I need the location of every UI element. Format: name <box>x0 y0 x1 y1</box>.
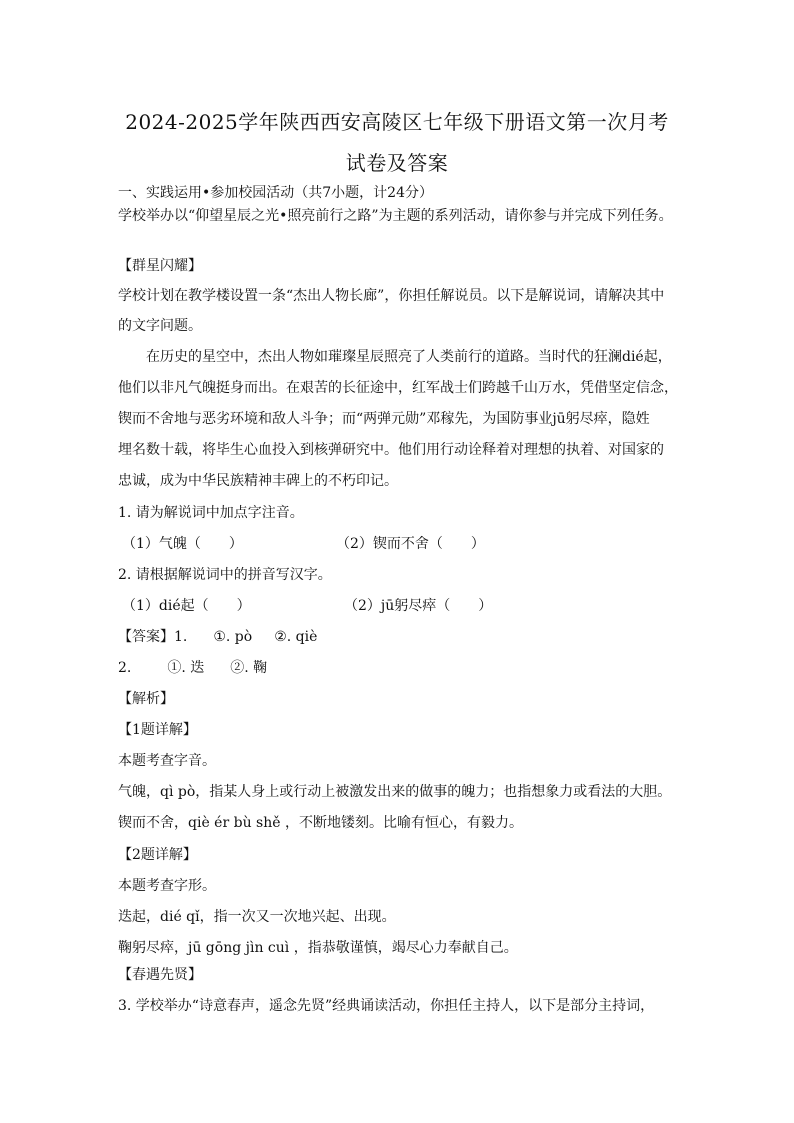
question-2-item-b: （2）jū躬尽瘁（ ） <box>344 598 493 614</box>
analysis-q1-line-2: 气魄，qì pò，指某人身上或行动上被激发出来的做事的魄力；也指想象力或看法的大胆。 <box>118 784 672 800</box>
task-text-line-1: 学校计划在教学楼设置一条“杰出人物长廊”，你担任解说员。以下是解说词，请解决其中 <box>118 288 665 304</box>
answer-line-2 <box>118 659 267 677</box>
answer-2-a: ①. 迭 <box>167 660 205 676</box>
analysis-q1-line-3: 锲而不舍，qiè ér bù shě ，不断地镂刻。比喻有恒心，有毅力。 <box>118 815 523 831</box>
section-intro: 学校举办以“仰望星辰之光•照亮前行之路”为主题的系列活动，请你参与并完成下列任务。 <box>118 208 673 224</box>
analysis-q2-heading: 【2题详解】 <box>118 847 197 863</box>
part-heading-stars: 【群星闪耀】 <box>118 258 202 274</box>
question-1-item-b: （2）锲而不舍（ ） <box>336 536 485 552</box>
passage-line-4: 埋名数十载，将毕生心血投入到核弹研究中。他们用行动诠释着对理想的执着、对国家的 <box>118 442 664 458</box>
question-3-line: 3. 学校举办“诗意春声，遥念先贤”经典诵读活动，你担任主持人，以下是部分主持词， <box>118 998 655 1014</box>
passage-line-1: 在历史的星空中，杰出人物如璀璨星辰照亮了人类前行的道路。当时代的狂澜dié起， <box>146 349 672 365</box>
answer-1-number: 1. <box>174 629 188 645</box>
question-2-item-a: （1）dié起（ ） <box>122 598 251 614</box>
answer-line-1 <box>118 628 317 646</box>
part-heading-spring: 【春遇先贤】 <box>118 967 202 983</box>
question-1-stem: 1. 请为解说词中加点字注音。 <box>118 505 304 521</box>
passage-line-3: 锲而不舍地与恶劣环境和敌人斗争；而“两弹元勋”邓稼先，为国防事业jū躬尽瘁，隐姓 <box>118 411 650 427</box>
analysis-q2-line-2: 迭起，dié qǐ，指一次又一次地兴起、出现。 <box>118 909 396 925</box>
task-text-line-2: 的文字问题。 <box>118 318 202 334</box>
passage-line-2: 他们以非凡气魄挺身而出。在艰苦的长征途中，红军战士们跨越千山万水，凭借坚定信念， <box>118 380 678 396</box>
analysis-q2-line-3: 鞠躬尽瘁，jū gōng jìn cuì ，指恭敬谨慎，竭尽心力奉献自己。 <box>118 940 518 956</box>
analysis-q2-line-1: 本题考查字形。 <box>118 878 216 894</box>
document-title-line-1: 2024-2025学年陕西西安高陵区七年级下册语文第一次月考 <box>125 110 669 134</box>
answer-2-number: 2. <box>118 660 132 676</box>
question-2-stem: 2. 请根据解说词中的拼音写汉字。 <box>118 567 332 583</box>
question-1-item-a: （1）气魄（ ） <box>122 536 243 552</box>
answer-2-b: ②. 鞠 <box>230 660 268 676</box>
answer-label: 【答案】 <box>118 629 174 645</box>
analysis-heading: 【解析】 <box>118 691 174 707</box>
analysis-q1-heading: 【1题详解】 <box>118 722 197 738</box>
analysis-q1-line-1: 本题考查字音。 <box>118 753 216 769</box>
document-title-line-2: 试卷及答案 <box>345 151 449 175</box>
passage-line-5: 忠诚，成为中华民族精神丰碑上的不朽印记。 <box>118 473 398 489</box>
answer-1-b: ②. qiè <box>274 629 318 645</box>
section-heading: 一、实践运用•参加校园活动（共7小题，计24分） <box>118 185 433 201</box>
answer-1-a: ①. pò <box>213 629 253 645</box>
